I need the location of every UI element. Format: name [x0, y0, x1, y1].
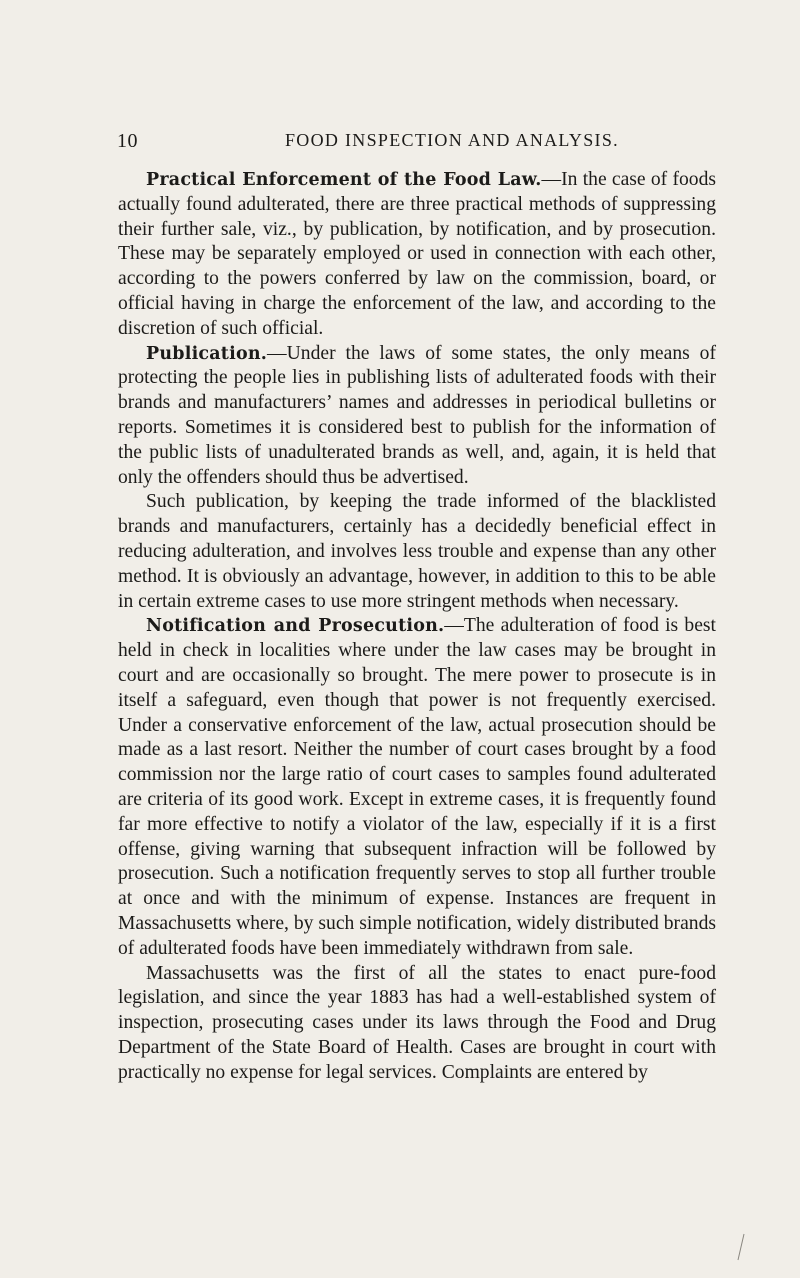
paragraph-practical-enforcement — [118, 168, 716, 342]
paragraph-such-publication — [118, 490, 716, 614]
paragraph-heading: Notification and Prosecution. — [146, 616, 445, 637]
stray-pencil-mark — [736, 1232, 746, 1262]
paragraph-heading: Publication. — [146, 343, 268, 364]
paragraph-publication — [118, 342, 716, 491]
paragraph-text: —In the case of foods actually found adulterated, there are three practical methods of suppressing their further sale, viz., by publication, by notification, and by prosecution. These may be separately employed or used in connection with each other, according to the powers conferred by law on the commission, board, or official having in charge the enforcement of the law, and according to the discretion of such official. — [118, 169, 716, 339]
paragraph-text: Massachusetts was the first of all the states to enact pure-food legislation, and since the year 1883 has had a well-established system of inspection, prosecuting cases under its laws through the Food and Drug Department of the State Board of Health. Cases are brought in court with practically no expense for legal services. Complaints are entered by — [118, 962, 716, 1083]
running-title: FOOD INSPECTION AND ANALYSIS. — [285, 130, 619, 150]
body-text — [118, 168, 716, 1085]
page-header — [0, 130, 800, 154]
paragraph-heading: Practical Enforcement of the Food Law. — [146, 170, 542, 190]
paragraph-text: Such publication, by keeping the trade informed of the blacklisted brands and manufacturers, certainly has a decidedly beneficial effect in reducing adulteration, and involves less trouble and expense than any other method. It is obviously an advantage, however, in addition to this to be able in certain extreme cases to use more stringent methods when necessary. — [118, 491, 716, 612]
paragraph-text: —Under the laws of some states, the only means of protecting the people lies in publishing lists of adulterated foods with their brands and manufacturers’ names and addresses in periodical bulletins or reports. Sometimes it is considered best to publish for the information of the public lists of unadulterated brands as well, and, again, it is held that only the offenders should thus be advertised. — [118, 342, 716, 488]
paragraph-massachusetts — [118, 962, 716, 1086]
paragraph-notification-prosecution — [118, 614, 716, 961]
paragraph-text: —The adulteration of food is best held in check in localities where under the law cases may be brought in court and are occasionally so brought. The mere power to prosecute is in itself a safeguard, even though that power is not frequently exercised. Under a conservative enforcement of the law, actual prosecution should be made as a last resort. Neither the number of court cases brought by a food commission nor the large ratio of court cases to samples found adulterated are criteria of its good work. Except in extreme cases, it is frequently found far more effective to notify a violator of the law, especially if it is a first offense, giving warning that subsequent infraction will be followed by prosecution. Such a notification frequently serves to stop all further trouble at once and with the minimum of expense. Instances are frequent in Massachusetts where, by such simple notification, widely distributed brands of adulterated foods have been immediately withdrawn from sale. — [118, 615, 716, 959]
page-number: 10 — [117, 130, 138, 152]
